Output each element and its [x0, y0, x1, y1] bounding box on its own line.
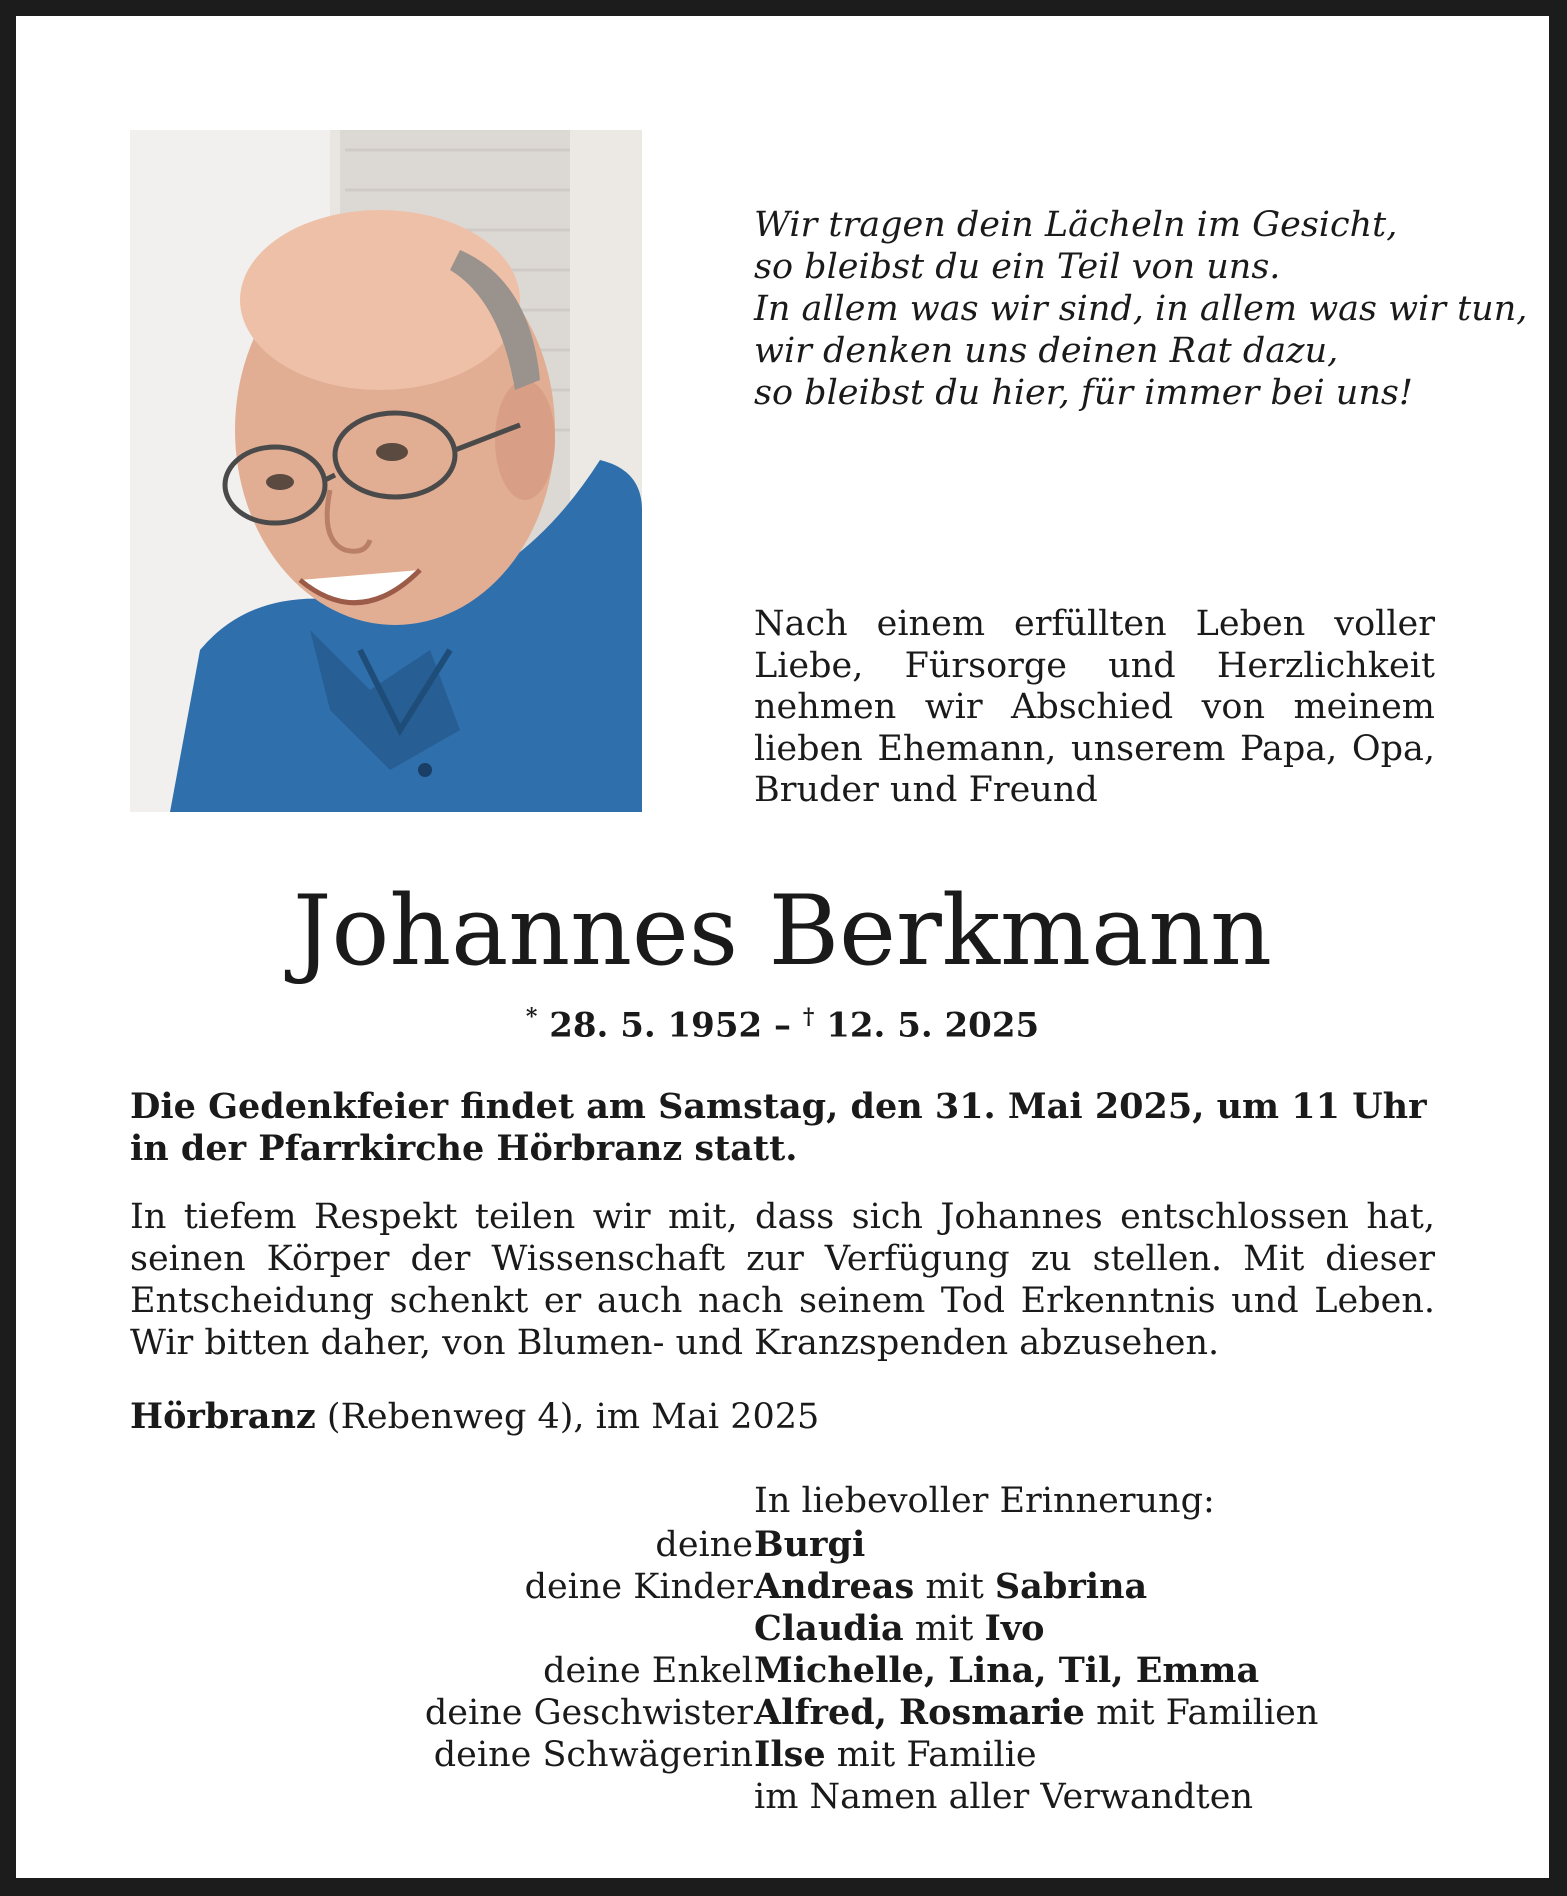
obituary-sheet — [16, 16, 1549, 1878]
mourner-row — [16, 1566, 1549, 1608]
mourner-connector: mit — [925, 1567, 984, 1607]
mourner-name: Claudia — [754, 1608, 904, 1649]
poem-line: so bleibst du hier, für immer bei uns! — [754, 373, 1413, 413]
mourner-name: Andreas — [754, 1566, 915, 1607]
mourner-connector: mit Familien — [1096, 1693, 1319, 1733]
relation-label: deine Enkel — [543, 1651, 753, 1691]
memory-heading: In liebevoller Erinnerung: — [754, 1481, 1215, 1521]
mourner-connector: mit — [914, 1609, 974, 1649]
mourner-names — [754, 1608, 1045, 1650]
birth-symbol: * — [525, 1004, 538, 1030]
mourner-row — [16, 1524, 1549, 1566]
mourner-name: Ivo — [984, 1608, 1045, 1649]
poem-line: Wir tragen dein Lächeln im Gesicht, — [754, 205, 1398, 245]
death-date: 12. 5. 2025 — [826, 1005, 1040, 1046]
birth-date: 28. 5. 1952 — [549, 1005, 763, 1046]
relation-label: deine — [655, 1525, 753, 1565]
place-name: Hörbranz — [130, 1396, 316, 1437]
mourner-row — [16, 1776, 1549, 1818]
mourner-names — [754, 1650, 1259, 1692]
intro-text: Nach einem erfüllten Leben voller Liebe, Fürsorge und Herzlichkeit nehmen wir Abschied von meinem lieben Ehemann, unserem Papa, Opa, Bruder und Freund — [754, 604, 1435, 810]
mourner-row — [16, 1692, 1549, 1734]
place-date-line — [130, 1396, 819, 1438]
mourner-names — [754, 1734, 1037, 1776]
mourner-names — [754, 1524, 865, 1566]
portrait-photo — [130, 130, 642, 812]
mourner-connector: mit Familie — [836, 1735, 1037, 1775]
mourner-row — [16, 1650, 1549, 1692]
mourner-name: Ilse — [754, 1734, 826, 1775]
mourner-name: Burgi — [754, 1524, 866, 1565]
mourner-names — [754, 1692, 1318, 1734]
mourner-closing: im Namen aller Verwandten — [754, 1777, 1253, 1817]
ceremony-notice: Die Gedenkfeier findet am Samstag, den 31. Mai 2025, um 11 Uhr in der Pfarrkirche Hörbranz statt. — [130, 1086, 1427, 1169]
mourner-row — [16, 1608, 1549, 1650]
relation-label: deine Schwägerin — [433, 1735, 753, 1775]
relation-label: deine Kinder — [524, 1567, 753, 1607]
donation-notice: In tiefem Respekt teilen wir mit, dass sich Johannes entschlossen hat, seinen Körper der Wissenschaft zur Verfügung zu stellen. Mit dieser Entscheidung schenkt er auch nach seinem Tod Erkenntnis und Leben. Wir bitten daher, von Blumen- und Kranzspenden abzusehen. — [130, 1197, 1435, 1363]
mourner-row — [16, 1734, 1549, 1776]
poem-line: In allem was wir sind, in allem was wir tun, — [754, 289, 1528, 329]
portrait-illustration — [130, 130, 642, 812]
poem-line: wir denken uns deinen Rat dazu, — [754, 331, 1339, 371]
deceased-name: Johannes Berkmann — [293, 875, 1272, 987]
mourner-name: Sabrina — [994, 1566, 1148, 1607]
mourner-name: Alfred, Rosmarie — [754, 1692, 1085, 1733]
mourner-names — [754, 1776, 1253, 1818]
mourner-name: Michelle, Lina, Til, Emma — [754, 1650, 1260, 1691]
death-symbol: † — [802, 1004, 815, 1030]
date-separator: – — [774, 1005, 791, 1046]
mourner-names — [754, 1566, 1147, 1608]
poem-line: so bleibst du ein Teil von uns. — [754, 247, 1281, 287]
poem — [754, 204, 1528, 414]
place-rest: (Rebenweg 4), im Mai 2025 — [326, 1397, 820, 1437]
life-dates — [16, 1004, 1549, 1045]
relation-label: deine Geschwister — [424, 1693, 753, 1733]
